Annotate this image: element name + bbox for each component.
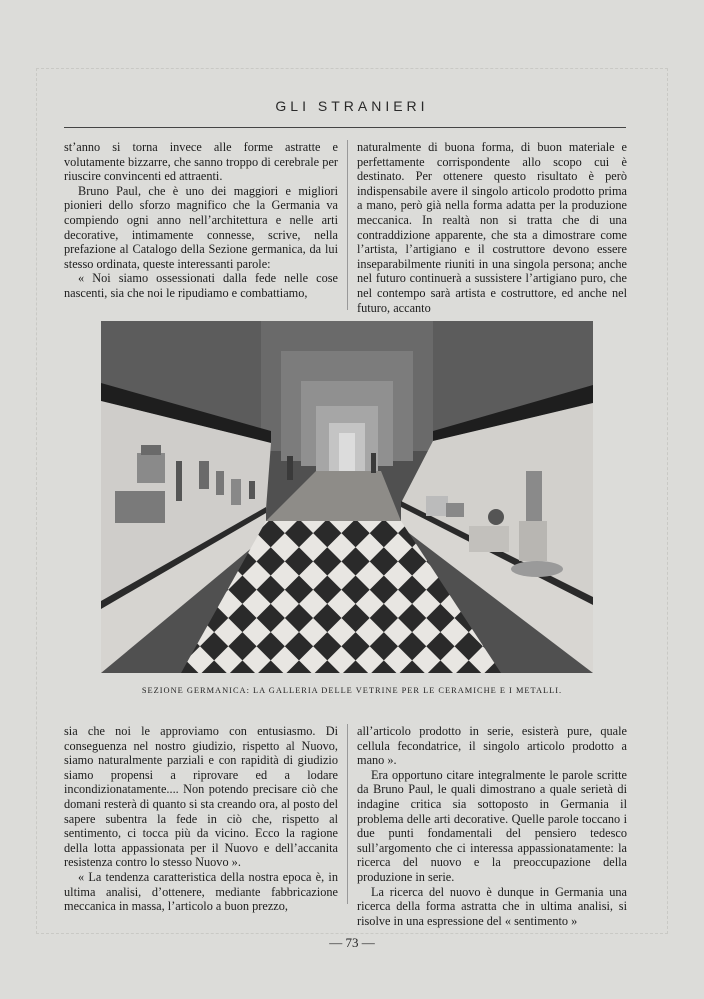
paragraph: La ricerca del nuovo è dunque in Germania una ricerca della forma astratta che in ultima analisi, si risolve in una espressione del « sentimento » <box>357 884 627 928</box>
column-bottom-left <box>64 724 338 914</box>
column-divider-top <box>347 140 348 310</box>
paragraph: « La tendenza caratteristica della nostra epoca è, in ultima analisi, d’ottenere, mediante fabbricazione meccanica in massa, l’articolo a buon prezzo, <box>64 869 338 914</box>
column-divider-bottom <box>347 724 348 904</box>
paragraph: Era opportuno citare integralmente le parole scritte da Bruno Paul, le quali dimostrano a quale serietà di indagine critica sia sottoposto in Germania il problema delle arti decorative. Quelle parole toccano i due punti fondamentali del pensiero tedesco sull’argomento che ci interessa appassionatamente: la ricerca del nuovo e la preoccupazione della produzione in serie. <box>357 767 627 884</box>
page-number: — 73 — <box>329 935 375 950</box>
paragraph: all’articolo prodotto in serie, esisterà pure, quale cellula fecondatrice, il singolo articolo prodotto a mano ». <box>357 724 627 768</box>
photo-caption: SEZIONE GERMANICA: LA GALLERIA DELLE VETRINE PER LE CERAMICHE E I METALLI. <box>141 686 563 695</box>
paragraph: st’anno si torna invece alle forme astratte e volutamente bizzarre, che sanno troppo di cerebrale per riuscire convincenti ed attraenti. <box>64 140 338 184</box>
column-top-right <box>357 140 627 315</box>
paragraph: Bruno Paul, che è uno dei maggiori e migliori pionieri dello sforzo magnifico che la Germania va compiendo ogni anno nell’architettura e nelle arti decorative, intimamente connesse, scrive, nella prefazione al Catalogo della Sezione germanica, da lui stesso ordinata, queste interessanti parole: <box>64 183 338 271</box>
gallery-photograph <box>101 321 593 673</box>
paragraph: sia che noi le approviamo con entusiasmo. Di conseguenza nel nostro giudizio, rispetto al Nuovo, siamo naturalmente parziali e con rapidità di giudizio siamo propensi a riprovare ed a lodare incondizionatamente.... Non potendo precisare ciò che domani resterà di quanto si sta creando ora, al posto del sapere subentra la fede in ciò che, rispetto al sentimento, ci tocca più da vicino. Ecco la ragione della lotta appassionata per il Nuovo e dell’accanita resistenza contro lo stesso Nuovo ». <box>64 724 338 870</box>
column-bottom-right <box>357 724 627 928</box>
running-header: GLI STRANIERI <box>275 98 429 114</box>
paragraph: naturalmente di buona forma, di buon materiale e perfettamente corrispondente allo scopo cui è destinato. Per ottenere questo risultato è però indispensabile avere il singolo articolo prodotto prima a mano, però già nella forma adatta per la produzione meccanica. In realtà non si tratta che di una contraddizione apparente, che sta a dimostrare come l’artista, l’artigiano e il costruttore devono essere inseparabilmente riuniti in una singola persona; anche nel futuro continuerà a sussistere l’artigiano puro, che nel contempo sarà artista e costruttore, ed anche nel futuro, accanto <box>357 140 627 315</box>
column-top-left <box>64 140 338 301</box>
header-rule <box>64 127 626 128</box>
paragraph: « Noi siamo ossessionati dalla fede nelle cose nascenti, sia che noi le ripudiamo e combattiamo, <box>64 271 338 300</box>
